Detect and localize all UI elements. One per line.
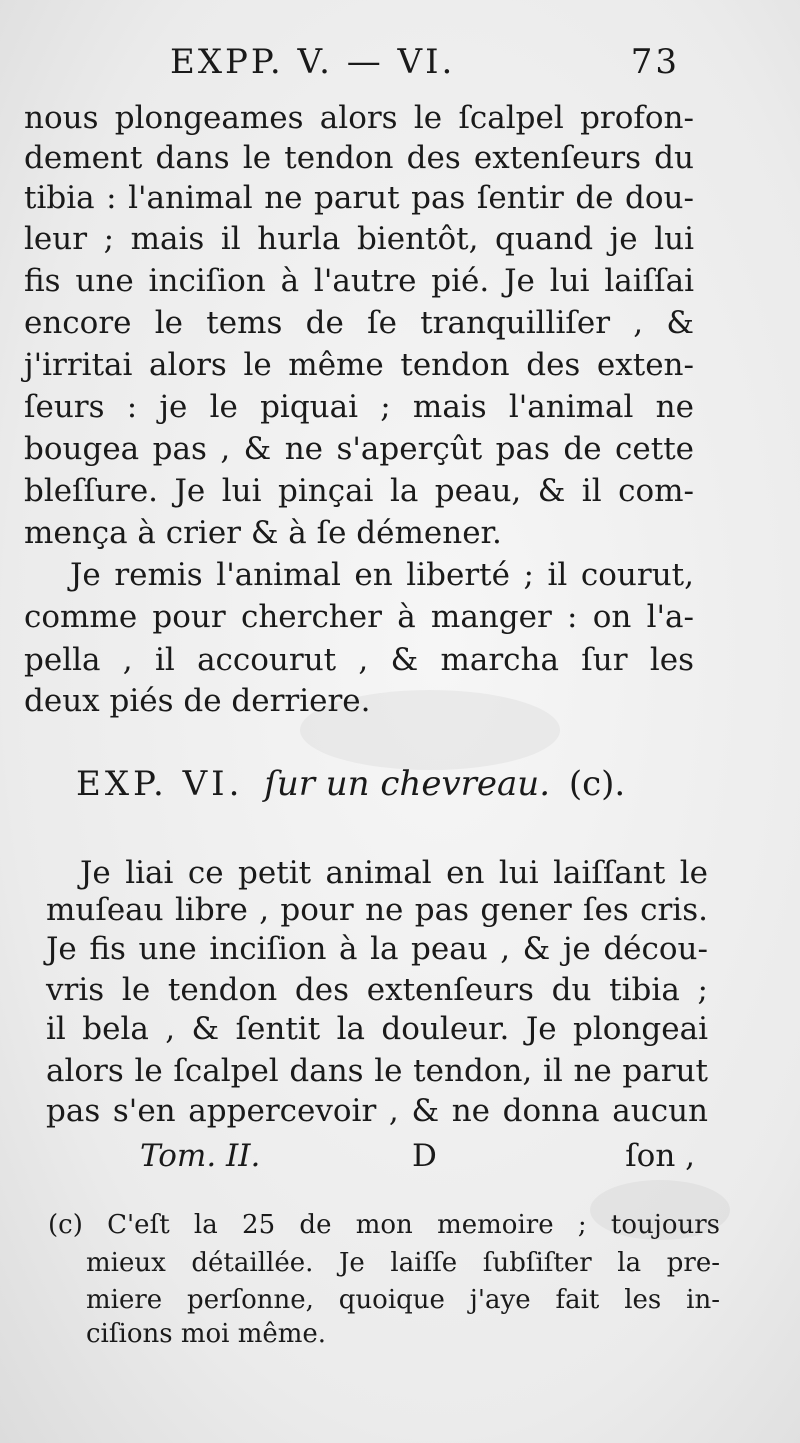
text-line: pella , il accourut , & marcha ſur les	[24, 642, 694, 678]
text-line: Je remis l'animal en liberté ; il courut,	[70, 557, 694, 593]
text-line: mença à crier & à ſe démener.	[24, 515, 502, 551]
text-line: muſeau libre , pour ne pas gener ſes cris.	[46, 892, 708, 928]
text-line: nous plongeames alors le ſcalpel profon-	[24, 100, 694, 136]
text-line: Je liai ce petit animal en lui laiſſant le	[80, 855, 708, 891]
signature-mark: D	[412, 1138, 437, 1174]
catchword: ſon ,	[625, 1138, 695, 1174]
text-line: tibia : l'animal ne parut pas ſentir de dou-	[24, 180, 694, 216]
text-line: comme pour chercher à manger : on l'a-	[24, 599, 694, 635]
running-head-title: EXPP. V. — VI.	[170, 42, 456, 82]
text-line: j'irritai alors le même tendon des exten-	[24, 347, 694, 383]
text-line: leur ; mais il hurla bientôt, quand je lui	[24, 221, 694, 257]
text-line: dement dans le tendon des extenſeurs du	[24, 140, 694, 176]
footnote-reference: (c).	[568, 764, 626, 804]
experiment-label: EXP. VI.	[76, 764, 244, 804]
text-line: bougea pas , & ne s'aperçût pas de cette	[24, 431, 694, 467]
footnote-line: mieux détaillée. Je laiſſe ſubſiſter la pre-	[86, 1248, 720, 1278]
text-line: fis une inciſion à l'autre pié. Je lui laiſſai	[24, 263, 694, 299]
text-line: bleſſure. Je lui pinçai la peau, & il com-	[24, 473, 694, 509]
page-footer	[140, 1138, 695, 1178]
section-heading	[76, 764, 625, 804]
text-line: pas s'en appercevoir , & ne donna aucun	[46, 1093, 708, 1129]
text-line: il bela , & ſentit la douleur. Je plongeai	[46, 1011, 708, 1047]
text-line: encore le tems de ſe tranquilliſer , &	[24, 305, 694, 341]
text-line: vris le tendon des extenſeurs du tibia ;	[46, 972, 708, 1008]
text-line: ſeurs : je le piquai ; mais l'animal ne	[24, 389, 694, 425]
running-header	[170, 42, 690, 92]
text-line: deux piés de derriere.	[24, 683, 371, 719]
page-number: 73	[630, 42, 680, 82]
footnote-line: miere perſonne, quoique j'aye fait les in-	[86, 1285, 720, 1315]
volume-label: Tom. II.	[140, 1138, 261, 1174]
footnote-line: (c) C'eſt la 25 de mon memoire ; toujours	[48, 1210, 720, 1240]
experiment-subject: ſur un chevreau.	[264, 764, 550, 804]
text-line: alors le ſcalpel dans le tendon, il ne parut	[46, 1053, 708, 1089]
footnote-line: ciſions moi même.	[86, 1319, 327, 1349]
text-line: Je fis une inciſion à la peau , & je décou-	[46, 931, 708, 967]
